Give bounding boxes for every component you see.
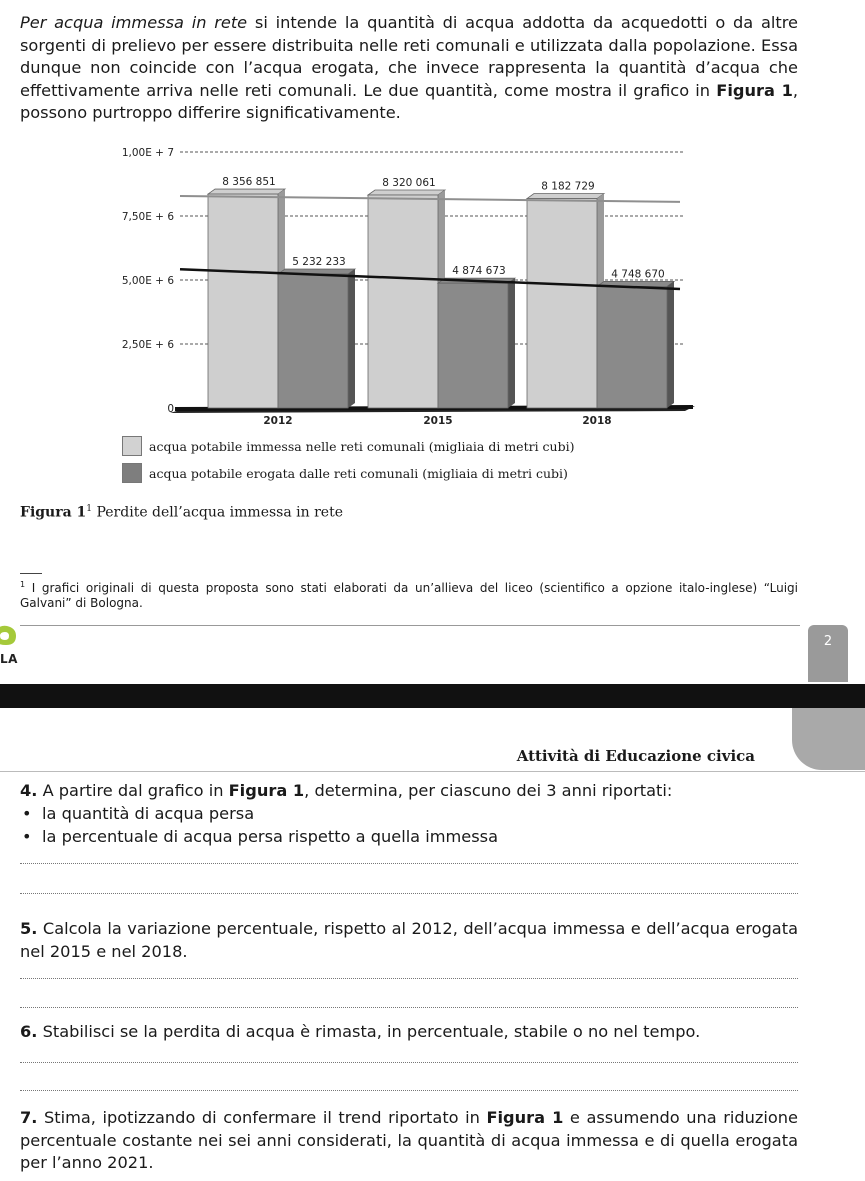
x-tick-label: 2018	[582, 415, 612, 427]
bar	[278, 274, 348, 408]
footnote-rule	[20, 573, 42, 574]
question-4-ref: Figura 1	[228, 781, 305, 800]
publisher-logo-icon	[0, 616, 18, 646]
bullet-text: la quantità di acqua persa	[42, 804, 255, 823]
question-4-text-b: , determina, per ciascuno dei 3 anni riportati:	[304, 781, 673, 800]
bar-value-label: 4 874 673	[452, 265, 506, 278]
bullet-dot: •	[22, 827, 32, 846]
section-title: Attività di Educazione civica	[516, 747, 755, 765]
intro-body: si intende la quantità di acqua addotta da acquedotti o da altre sorgenti di prelievo per essere distribuita nelle reti comunali e utilizzata dalla popolazione. Essa dunque non coincide con l’acqua erogata, che invece rappresenta la quantità d’acqua che effettivamente arriva nelle reti comunali. Le due quantità, come mostra il grafico in	[20, 13, 798, 100]
question-4	[20, 780, 798, 803]
bullet-dot: •	[22, 804, 32, 823]
question-6-number: 6.	[20, 1022, 38, 1041]
answer-line[interactable]	[20, 893, 798, 894]
question-7-text-a: Stima, ipotizzando di confermare il trend riportato in	[37, 1108, 487, 1127]
caption-footnote-mark: 1	[86, 504, 93, 514]
question-6-text: Stabilisci se la perdita di acqua è rimasta, in percentuale, stabile o no nel tempo.	[37, 1022, 701, 1041]
y-tick-label: 1,00E + 7	[121, 147, 174, 159]
intro-paragraph	[20, 12, 798, 125]
legend-swatch-erogata	[122, 463, 142, 483]
intro-figure-ref: Figura 1	[716, 80, 793, 100]
bar-side	[348, 269, 355, 408]
question-4-bullet-2	[22, 826, 498, 849]
legend-item-immessa	[122, 436, 574, 456]
x-tick-label: 2015	[423, 415, 453, 427]
question-5-number: 5.	[20, 919, 38, 938]
y-tick-label: 0	[167, 403, 174, 415]
bar	[208, 194, 278, 408]
bar-side	[667, 281, 674, 408]
answer-line[interactable]	[20, 1007, 798, 1008]
y-tick-label: 7,50E + 6	[121, 211, 174, 223]
header-corner-tab	[792, 708, 865, 770]
bar	[597, 286, 667, 408]
bar-value-label: 4 748 670	[611, 268, 665, 281]
figure-caption	[20, 504, 343, 521]
y-tick-label: 2,50E + 6	[121, 339, 174, 351]
water-chart	[0, 140, 865, 430]
x-tick-label: 2012	[263, 415, 293, 427]
answer-line[interactable]	[20, 1062, 798, 1063]
question-7-number: 7.	[20, 1108, 38, 1127]
publisher-logo-text: LA	[0, 652, 18, 666]
question-4-number: 4.	[20, 781, 38, 800]
legend-label-erogata: acqua potabile erogata dalle reti comunali (migliaia di metri cubi)	[149, 465, 568, 481]
answer-line[interactable]	[20, 863, 798, 864]
footnote-mark: 1	[20, 580, 26, 589]
question-4-bullet-1	[22, 803, 254, 826]
bar-value-label: 8 320 061	[382, 177, 436, 190]
bar-value-label: 5 232 233	[292, 256, 346, 269]
bar-value-label: 8 182 729	[541, 180, 595, 193]
question-7-ref: Figura 1	[486, 1108, 564, 1127]
bar-value-label: 8 356 851	[222, 176, 276, 189]
intro-term: Per acqua immessa in rete	[20, 13, 248, 32]
bar	[527, 199, 597, 408]
question-5	[20, 918, 798, 963]
bar	[438, 283, 508, 408]
y-tick-label: 5,00E + 6	[121, 275, 174, 287]
question-7	[20, 1107, 798, 1175]
bullet-text: la percentuale di acqua persa rispetto a quella immessa	[42, 827, 499, 846]
section-rule	[0, 771, 865, 772]
bar-side	[508, 278, 515, 408]
legend-label-immessa: acqua potabile immessa nelle reti comunali (migliaia di metri cubi)	[149, 438, 575, 454]
footnote	[20, 578, 798, 610]
question-7-text-b: e assumendo una riduzione percentuale costante nei sei anni considerati, la quantità di acqua immessa e di quella erogata per l’anno 2021.	[20, 1108, 799, 1172]
page-number: 2	[823, 634, 833, 649]
caption-label: Figura 1	[20, 504, 87, 521]
bar-top	[368, 190, 445, 195]
page-number-tab	[808, 625, 848, 682]
legend-item-erogata	[122, 463, 568, 483]
answer-line[interactable]	[20, 1090, 798, 1091]
caption-text: Perdite dell’acqua immessa in rete	[92, 504, 343, 521]
page-break-band	[0, 684, 865, 708]
bar-top	[208, 189, 285, 194]
answer-line[interactable]	[20, 978, 798, 979]
footnote-text: I grafici originali di questa proposta sono stati elaborati da un’allieva del liceo (scientifico a opzione italo-inglese) “Luigi Galvani” di Bologna.	[20, 581, 798, 610]
legend-swatch-immessa	[122, 436, 142, 456]
bar-top	[527, 194, 604, 199]
question-4-text-a: A partire dal grafico in	[37, 781, 229, 800]
question-5-text: Calcola la variazione percentuale, rispetto al 2012, dell’acqua immessa e dell’acqua erogata nel 2015 e nel 2018.	[20, 919, 798, 961]
page-divider	[20, 625, 800, 626]
bar	[368, 195, 438, 408]
question-6	[20, 1021, 798, 1044]
intro-end: , possono purtroppo differire significativamente.	[20, 80, 798, 122]
